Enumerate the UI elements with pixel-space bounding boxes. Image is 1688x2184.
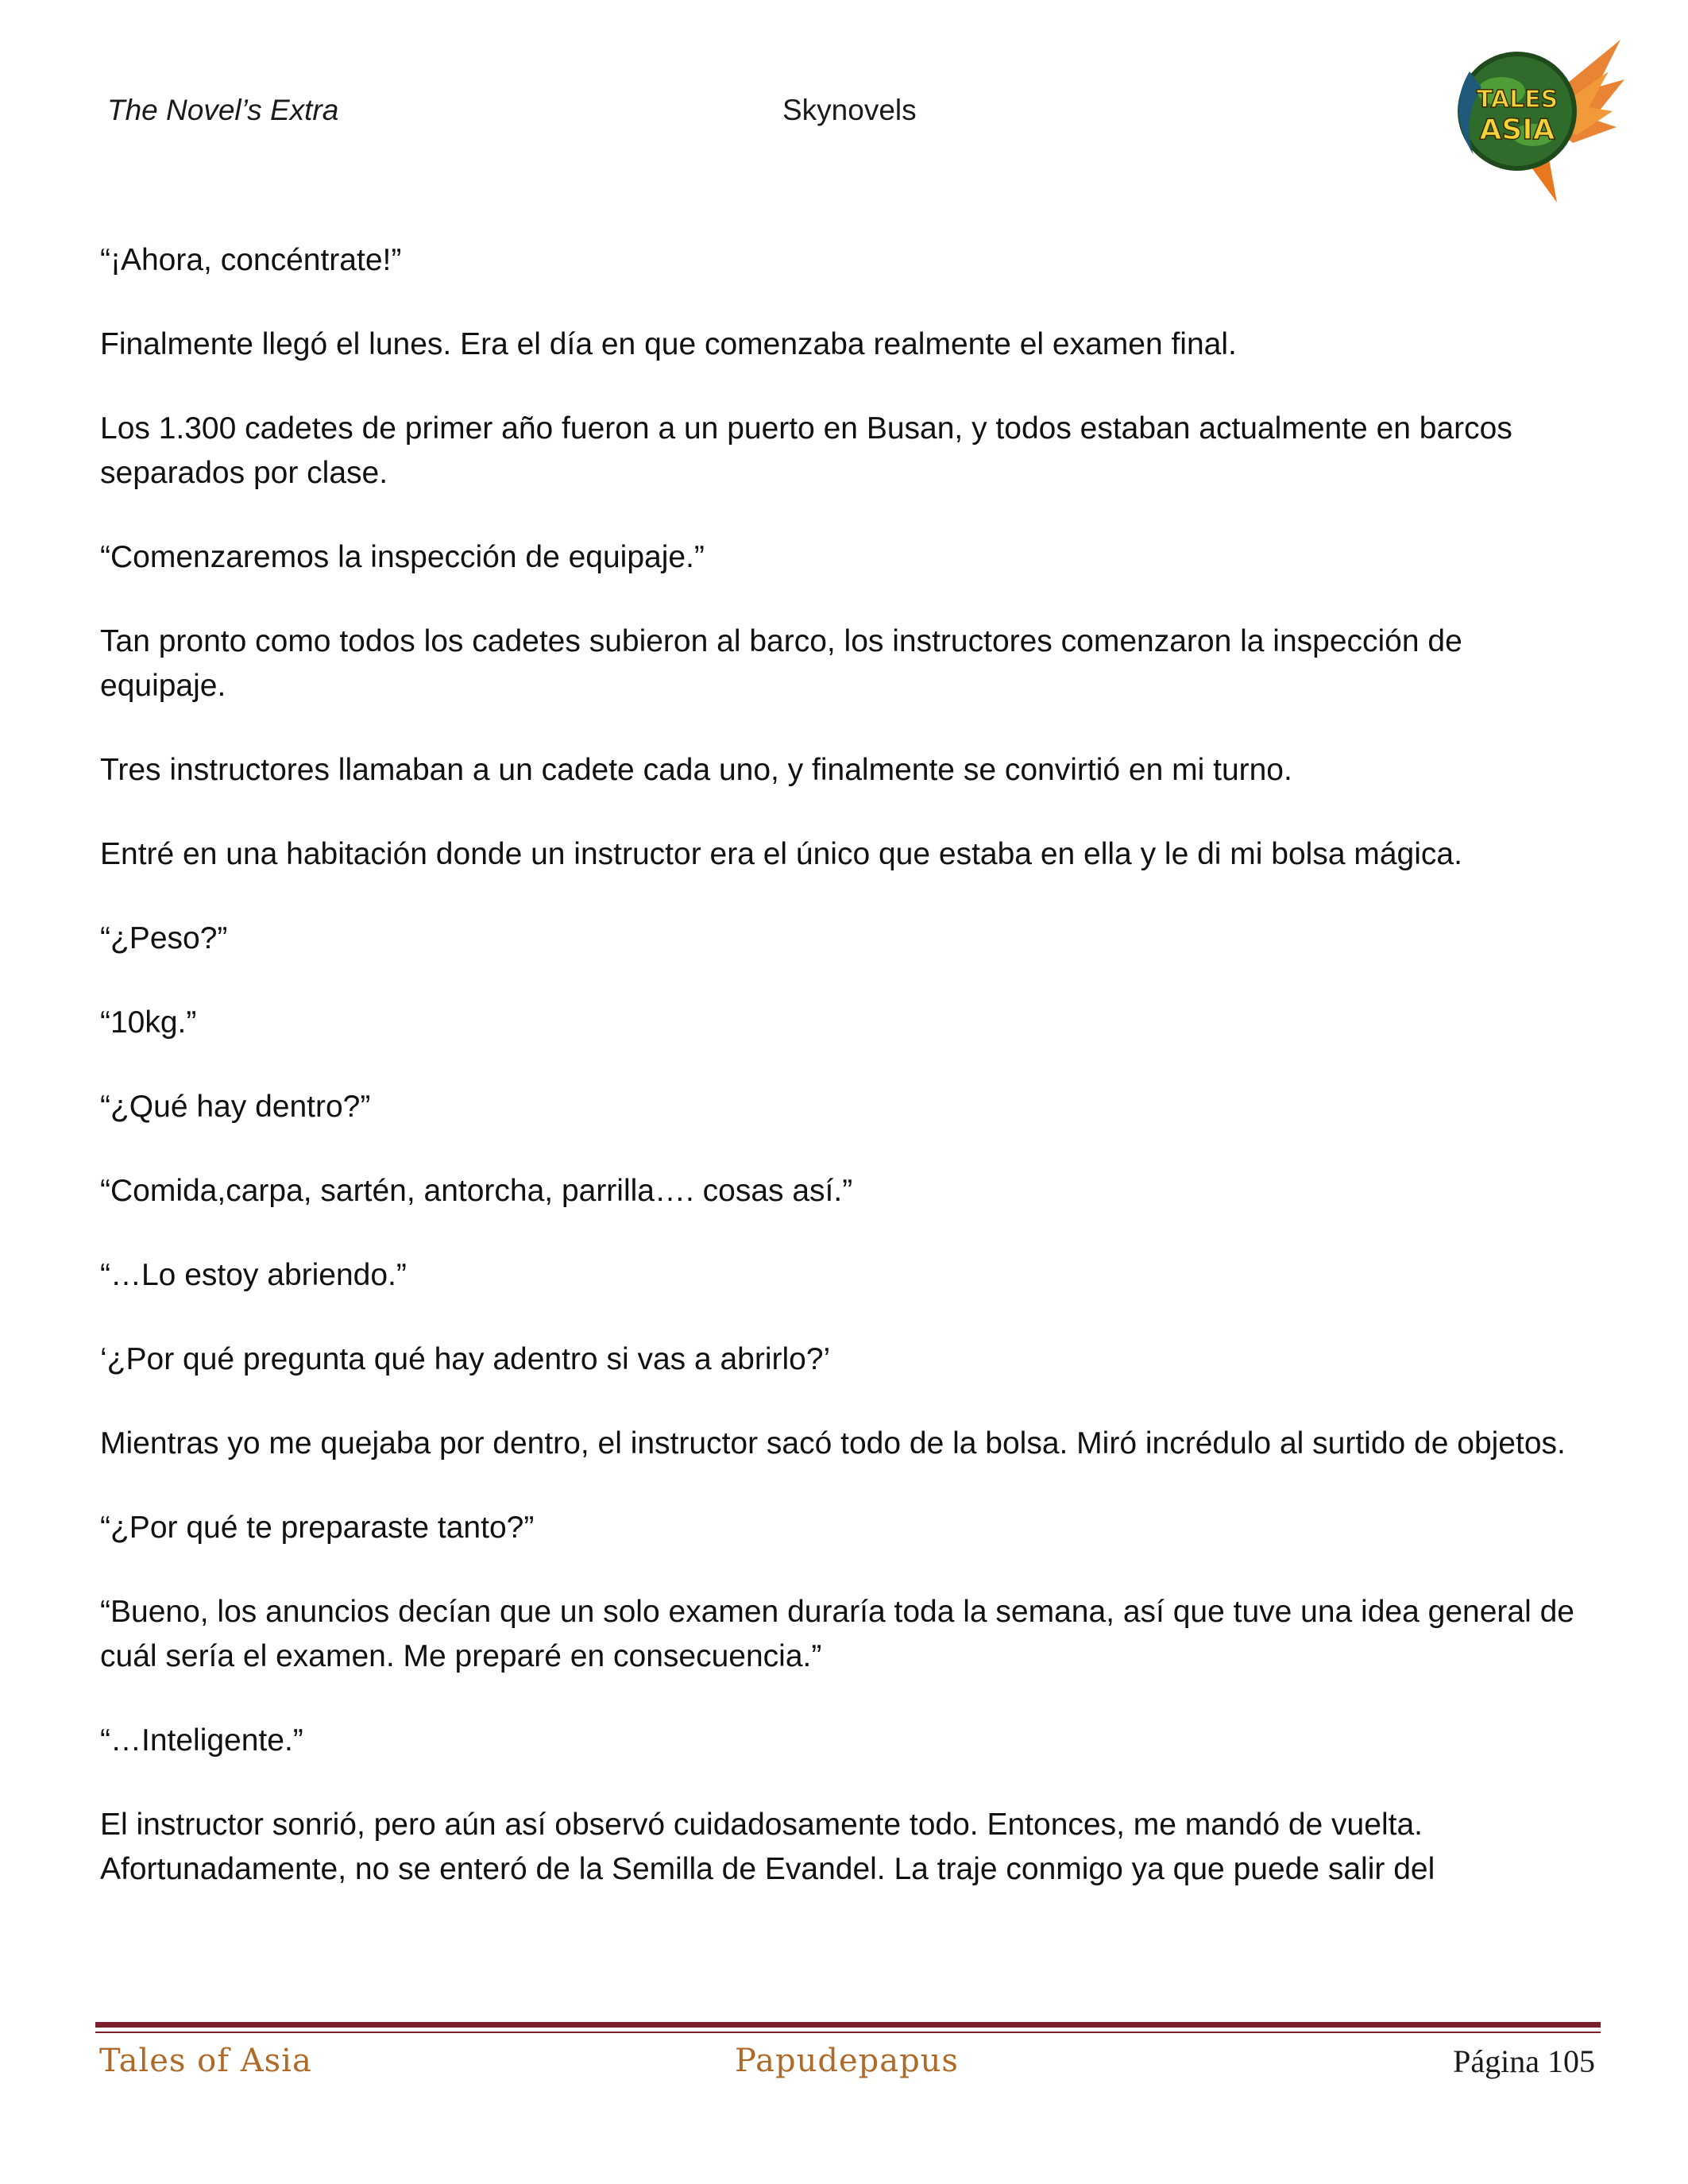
footer-rule-thin	[95, 2032, 1601, 2033]
paragraph: “Bueno, los anuncios decían que un solo examen duraría toda la semana, así que tuve una idea general de cuál sería el examen. Me preparé en consecuencia.”	[100, 1595, 1574, 1673]
paragraph: “¿Por qué te preparaste tanto?”	[100, 1511, 535, 1545]
paragraph: Tres instructores llamaban a un cadete cada uno, y finalmente se convirtió en mi turno.	[100, 753, 1292, 787]
chapter-body	[100, 238, 1593, 1931]
header-title: The Novel’s Extra	[107, 94, 339, 126]
paragraph: “10kg.”	[100, 1005, 197, 1040]
page-number: Página 105	[1453, 2043, 1595, 2079]
footer-rule	[95, 2022, 1601, 2028]
header-source: Skynovels	[782, 94, 917, 126]
logo-text-top: TALES	[1476, 86, 1559, 114]
paragraph: “¿Peso?”	[100, 921, 228, 955]
paragraph: Los 1.300 cadetes de primer año fueron a un puerto en Busan, y todos estaban actualmente en barcos separados por clase.	[100, 411, 1512, 490]
paragraph: El instructor sonrió, pero aún así observó cuidadosamente todo. Entonces, me mandó de vuelta. Afortunadamente, no se enteró de la Semilla de Evandel. La traje conmigo ya que puede salir del	[100, 1808, 1435, 1886]
logo-text-bottom: ASIA	[1479, 114, 1555, 146]
paragraph: “¿Qué hay dentro?”	[100, 1090, 371, 1124]
footer-translator: Papudepapus	[735, 2043, 959, 2079]
paragraph: “Comenzaremos la inspección de equipaje.”	[100, 540, 705, 574]
paragraph: ‘¿Por qué pregunta qué hay adentro si vas a abrirlo?’	[100, 1342, 831, 1376]
paragraph: Mientras yo me quejaba por dentro, el instructor sacó todo de la bolsa. Miró incrédulo al surtido de objetos.	[100, 1426, 1566, 1461]
paragraph: “…Inteligente.”	[100, 1723, 303, 1758]
paragraph: “…Lo estoy abriendo.”	[100, 1258, 407, 1292]
footer-publisher: Tales of Asia	[99, 2043, 312, 2079]
paragraph: Entré en una habitación donde un instructor era el único que estaba en ella y le di mi bolsa mágica.	[100, 837, 1462, 871]
paragraph: Finalmente llegó el lunes. Era el día en que comenzaba realmente el examen final.	[100, 327, 1237, 361]
tales-of-asia-logo	[1438, 24, 1628, 206]
paragraph: “¡Ahora, concéntrate!”	[100, 243, 402, 277]
paragraph: Tan pronto como todos los cadetes subieron al barco, los instructores comenzaron la inspección de equipaje.	[100, 624, 1462, 703]
paragraph: “Comida,carpa, sartén, antorcha, parrilla…. cosas así.”	[100, 1174, 853, 1208]
